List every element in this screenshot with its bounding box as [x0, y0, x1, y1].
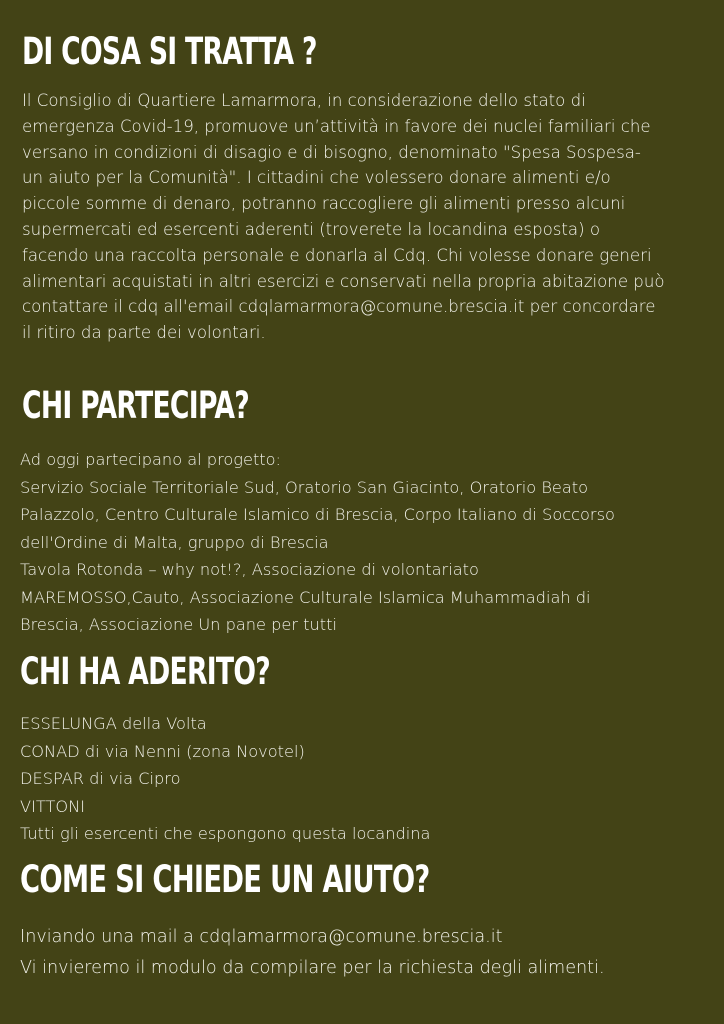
body-line: Ad oggi partecipano al progetto:: [20, 450, 282, 469]
body-line: un aiuto per la Comunità". I cittadini che volessero donare alimenti e/o: [22, 168, 611, 188]
body-line: Tavola Rotonda – why not!?, Associazione di volontariato: [20, 560, 479, 579]
body-line: facendo una raccolta personale e donarla al Cdq. Chi volesse donare generi: [22, 245, 652, 265]
section-body-di-cosa-si-tratta: [22, 88, 665, 346]
body-line: Il Consiglio di Quartiere Lamarmora, in considerazione dello stato di: [22, 91, 586, 110]
body-line: MAREMOSSO,Cauto, Associazione Culturale Islamica Muhammadiah di: [20, 587, 591, 607]
body-line: emergenza Covid-19, promuove un’attività in favore dei nuclei familiari che: [22, 116, 651, 136]
list-item: ESSELUNGA della Volta: [20, 714, 207, 733]
section-body-come-si-chiede-aiuto: [20, 922, 605, 984]
body-line: dell'Ordine di Malta, gruppo di Brescia: [20, 532, 329, 552]
body-line: Palazzolo, Centro Culturale Islamico di Brescia, Corpo Italiano di Soccorso: [20, 505, 615, 524]
list-item: Tutti gli esercenti che espongono questa locandina: [20, 824, 431, 843]
body-line: contattare il cdq all'email cdqlamarmora@comune.brescia.it per concordare: [22, 297, 656, 317]
body-line: versano in condizioni di disagio e di bisogno, denominato "Spesa Sospesa-: [22, 142, 641, 162]
section-title-chi-ha-aderito: CHI HA ADERITO?: [20, 650, 271, 693]
body-line: il ritiro da parte dei volontari.: [22, 323, 266, 343]
list-item: CONAD di via Nenni (zona Novotel): [20, 741, 305, 761]
section-title-di-cosa-si-tratta: DI COSA SI TRATTA ?: [22, 30, 317, 73]
list-item: VITTONI: [20, 796, 85, 816]
body-line: Vi invieremo il modulo da compilare per la richiesta degli alimenti.: [20, 958, 605, 978]
section-body-chi-ha-aderito: [20, 710, 430, 848]
section-title-come-si-chiede-aiuto: COME SI CHIEDE UN AIUTO?: [20, 858, 430, 901]
body-line: Brescia, Associazione Un pane per tutti: [20, 615, 337, 634]
body-line: piccole somme di denaro, potranno raccogliere gli alimenti presso alcuni: [22, 194, 626, 214]
section-title-chi-partecipa: CHI PARTECIPA?: [22, 384, 249, 427]
body-line: Servizio Sociale Territoriale Sud, Oratorio San Giacinto, Oratorio Beato: [20, 477, 589, 497]
body-line: alimentari acquistati in altri esercizi e conservati nella propria abitazione può: [22, 271, 665, 291]
section-body-chi-partecipa: [20, 446, 615, 639]
list-item: DESPAR di via Cipro: [20, 769, 181, 788]
body-line: Inviando una mail a cdqlamarmora@comune.brescia.it: [20, 927, 503, 947]
body-line: supermercati ed esercenti aderenti (troverete la locandina esposta) o: [22, 219, 600, 239]
